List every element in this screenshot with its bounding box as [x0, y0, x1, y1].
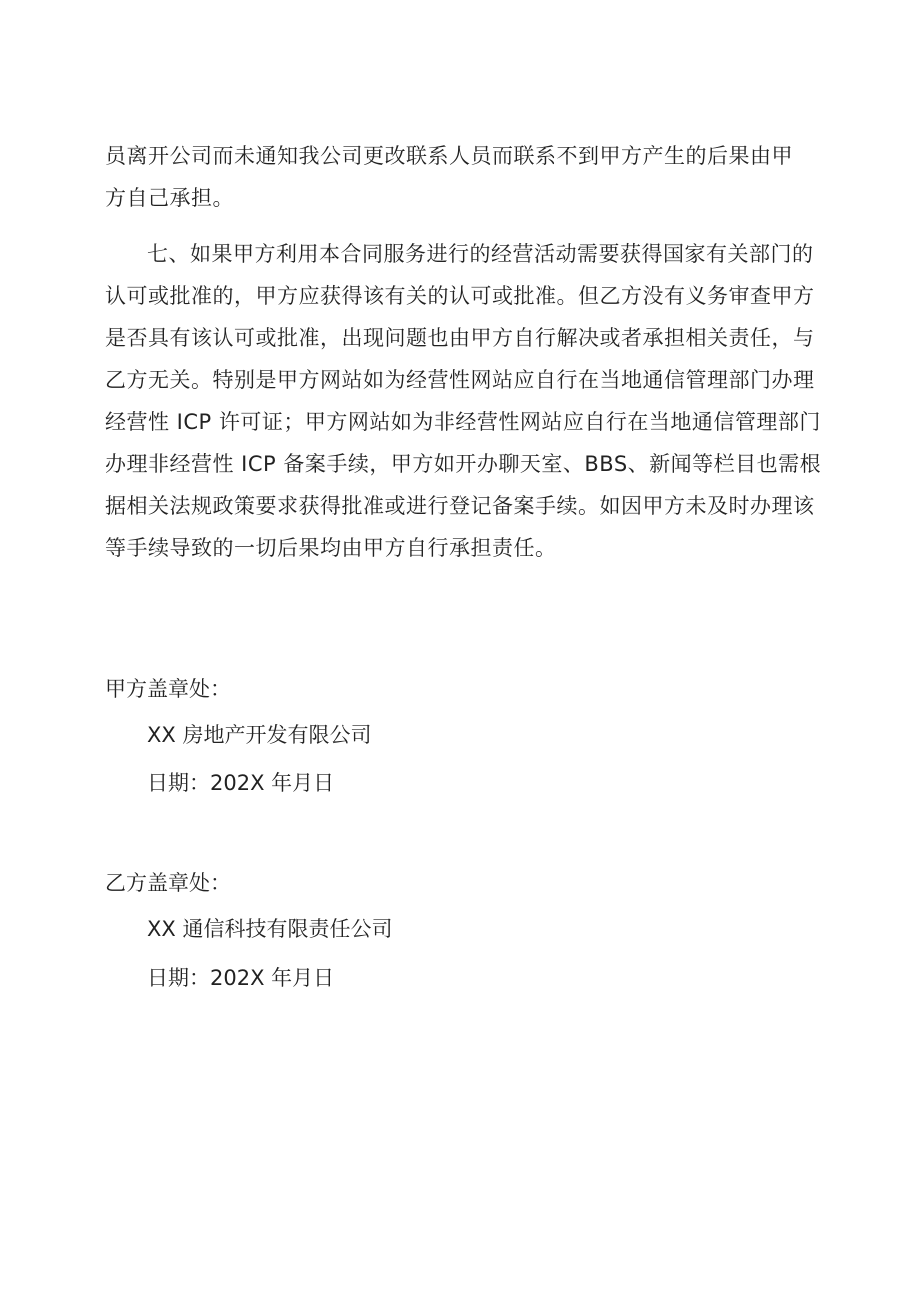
- text-line: 办理非经营性 ICP 备案手续，甲方如开办聊天室、BBS、新闻等栏目也需根: [105, 452, 822, 476]
- text-line: 方自己承担。: [105, 186, 234, 210]
- party-a-date: 日期：202X 年月日: [147, 771, 335, 795]
- party-b-seal-label: 乙方盖章处：: [105, 871, 231, 895]
- text-line: 等手续导致的一切后果均由甲方自行承担责任。: [105, 536, 557, 560]
- party-a-seal-label: 甲方盖章处：: [105, 677, 231, 701]
- party-a-company: XX 房地产开发有限公司: [147, 723, 372, 747]
- party-b-company: XX 通信科技有限责任公司: [147, 917, 393, 941]
- text-line: 经营性 ICP 许可证；甲方网站如为非经营性网站应自行在当地通信管理部门: [105, 410, 821, 434]
- text-line: 员离开公司而未通知我公司更改联系人员而联系不到甲方产生的后果由甲: [105, 144, 793, 168]
- party-b-date: 日期：202X 年月日: [147, 966, 335, 990]
- text-line: 七、如果甲方利用本合同服务进行的经营活动需要获得国家有关部门的: [147, 242, 814, 266]
- text-line: 是否具有该认可或批准，出现问题也由甲方自行解决或者承担相关责任，与: [105, 326, 815, 350]
- clause-continued-paragraph: [105, 135, 817, 219]
- clause-seven-paragraph: [105, 233, 822, 569]
- text-line: 据相关法规政策要求获得批准或进行登记备案手续。如因甲方未及时办理该: [105, 494, 815, 518]
- text-line: 认可或批准的，甲方应获得该有关的认可或批准。但乙方没有义务审查甲方: [105, 284, 815, 308]
- text-line: 乙方无关。特别是甲方网站如为经营性网站应自行在当地通信管理部门办理: [105, 368, 815, 392]
